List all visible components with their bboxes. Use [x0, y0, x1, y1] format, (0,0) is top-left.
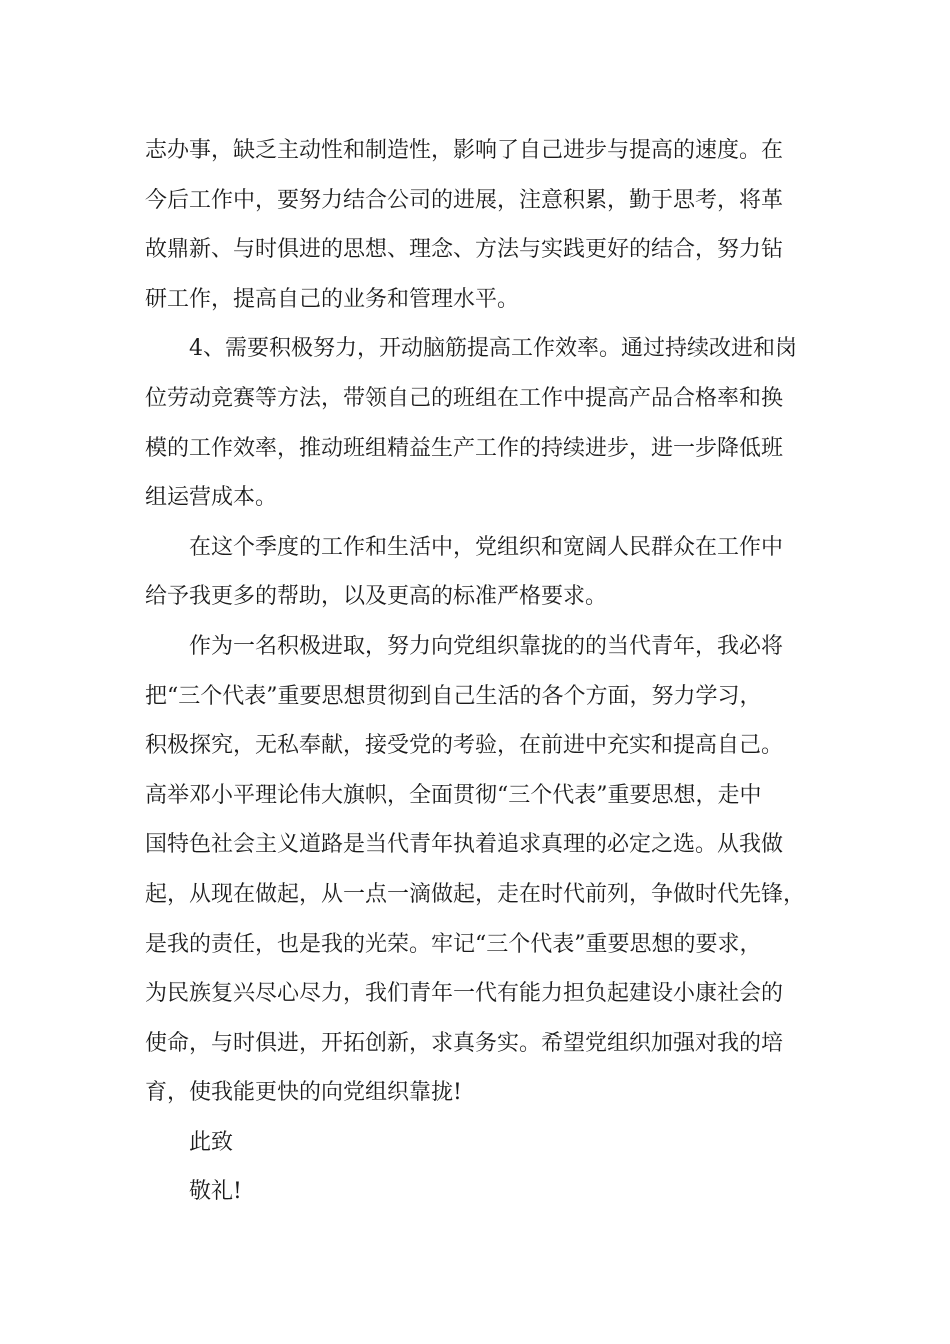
paragraph	[145, 1118, 825, 1168]
text-line: 在这个季度的工作和生活中，党组织和宽阔人民群众在工作中	[189, 534, 784, 560]
paragraph	[145, 324, 825, 522]
text-line: 此致	[189, 1129, 234, 1155]
text-line: 积极探究，无私奉献，接受党的考验，在前进中充实和提高自己。	[145, 733, 784, 759]
text-line: 使命，与时俱进，开拓创新，求真务实。希望党组织加强对我的培	[145, 1030, 784, 1056]
text-line: 研工作，提高自己的业务和管理水平。	[145, 286, 520, 312]
text-line: 模的工作效率，推动班组精益生产工作的持续进步，进一步降低班	[145, 435, 784, 461]
text-line: 志办事，缺乏主动性和制造性，影响了自己进步与提高的速度。在	[145, 138, 784, 163]
text-line: 把“三个代表”重要思想贯彻到自己生活的各个方面，努力学习，	[145, 683, 762, 709]
text-line: 国特色社会主义道路是当代青年执着追求真理的必定之选。从我做	[145, 832, 784, 858]
paragraph	[145, 126, 825, 324]
text-line: 是我的责任，也是我的光荣。牢记“三个代表”重要思想的要求，	[145, 931, 762, 957]
text-line: 位劳动竞赛等方法，带领自己的班组在工作中提高产品合格率和换	[145, 385, 784, 411]
text-line: 高举邓小平理论伟大旗帜，全面贯彻“三个代表”重要思想，走中	[145, 782, 762, 808]
document-body	[145, 126, 825, 1217]
text-line: 4、需要积极努力，开动脑筋提高工作效率。通过持续改进和岗	[189, 336, 797, 362]
text-line: 今后工作中，要努力结合公司的进展，注意积累，勤于思考，将革	[145, 187, 784, 213]
text-line: 组运营成本。	[145, 485, 278, 511]
text-line: 给予我更多的帮助，以及更高的标准严格要求。	[145, 584, 608, 610]
paragraph	[145, 1167, 825, 1217]
paragraph	[145, 523, 825, 622]
text-line: 敬礼!	[189, 1179, 242, 1205]
text-line: 故鼎新、与时俱进的思想、理念、方法与实践更好的结合，努力钻	[145, 237, 784, 263]
text-line: 为民族复兴尽心尽力，我们青年一代有能力担负起建设小康社会的	[145, 981, 784, 1007]
paragraph	[145, 622, 825, 1118]
text-line: 作为一名积极进取，努力向党组织靠拢的的当代青年，我必将	[189, 633, 784, 659]
text-line: 育，使我能更快的向党组织靠拢!	[145, 1080, 462, 1106]
text-line: 起，从现在做起，从一点一滴做起，走在时代前列，争做时代先锋，	[145, 881, 806, 907]
